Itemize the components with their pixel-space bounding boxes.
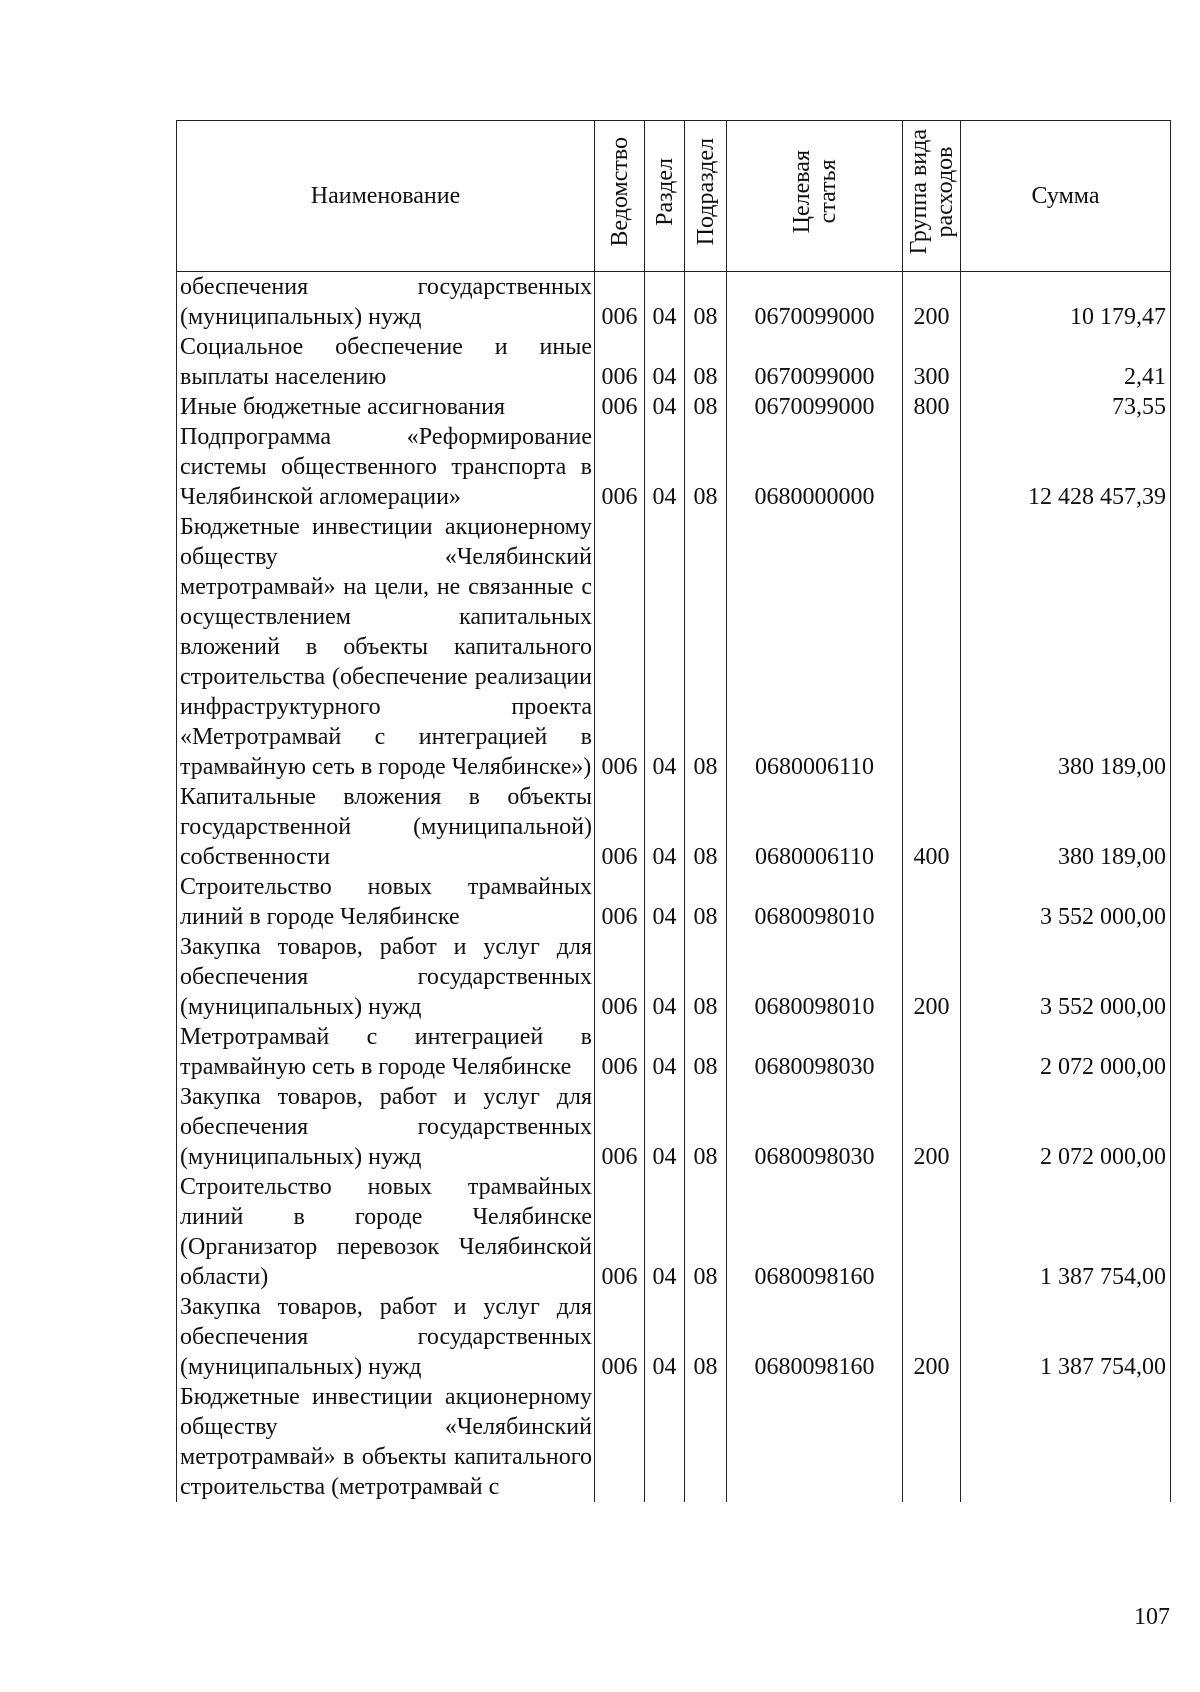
cell-department bbox=[595, 1382, 645, 1502]
cell-target bbox=[727, 1382, 903, 1502]
cell-section: 04 bbox=[645, 932, 685, 1022]
cell-group bbox=[903, 1022, 961, 1082]
cell-subsection: 08 bbox=[685, 422, 727, 512]
cell-name: Капитальные вложения в объекты государственной (муниципальной) собственности bbox=[177, 782, 595, 872]
table-row bbox=[177, 1382, 1171, 1502]
header-sum: Сумма bbox=[961, 121, 1171, 272]
cell-group bbox=[903, 1382, 961, 1502]
cell-name: Социальное обеспечение и иные выплаты населению bbox=[177, 332, 595, 392]
header-target: Целевая статья bbox=[727, 121, 903, 272]
cell-department: 006 bbox=[595, 512, 645, 782]
cell-section: 04 bbox=[645, 332, 685, 392]
table-row bbox=[177, 332, 1171, 392]
cell-section: 04 bbox=[645, 1022, 685, 1082]
cell-subsection bbox=[685, 1382, 727, 1502]
cell-target: 0670099000 bbox=[727, 392, 903, 422]
cell-section: 04 bbox=[645, 272, 685, 333]
cell-subsection: 08 bbox=[685, 1082, 727, 1172]
cell-subsection: 08 bbox=[685, 782, 727, 872]
cell-subsection: 08 bbox=[685, 512, 727, 782]
cell-sum: 380 189,00 bbox=[961, 782, 1171, 872]
cell-sum: 1 387 754,00 bbox=[961, 1172, 1171, 1292]
cell-department: 006 bbox=[595, 1082, 645, 1172]
header-subsection: Подраздел bbox=[685, 121, 727, 272]
cell-name: Закупка товаров, работ и услуг для обеспечения государственных (муниципальных) нужд bbox=[177, 1082, 595, 1172]
cell-sum: 1 387 754,00 bbox=[961, 1292, 1171, 1382]
cell-name: Строительство новых трамвайных линий в городе Челябинске bbox=[177, 872, 595, 932]
cell-group bbox=[903, 422, 961, 512]
cell-section bbox=[645, 1382, 685, 1502]
cell-group: 300 bbox=[903, 332, 961, 392]
budget-table bbox=[176, 120, 1171, 1502]
cell-department: 006 bbox=[595, 872, 645, 932]
cell-group: 200 bbox=[903, 272, 961, 333]
cell-target: 0680098010 bbox=[727, 872, 903, 932]
cell-group: 400 bbox=[903, 782, 961, 872]
cell-name: обеспечения государственных (муниципальных) нужд bbox=[177, 272, 595, 333]
cell-name: Закупка товаров, работ и услуг для обеспечения государственных (муниципальных) нужд bbox=[177, 1292, 595, 1382]
cell-target: 0670099000 bbox=[727, 272, 903, 333]
cell-subsection: 08 bbox=[685, 332, 727, 392]
table-row bbox=[177, 512, 1171, 782]
cell-subsection: 08 bbox=[685, 1022, 727, 1082]
cell-target: 0680006110 bbox=[727, 782, 903, 872]
cell-target: 0680098010 bbox=[727, 932, 903, 1022]
cell-subsection: 08 bbox=[685, 872, 727, 932]
table-row bbox=[177, 1292, 1171, 1382]
cell-group bbox=[903, 872, 961, 932]
cell-group bbox=[903, 1172, 961, 1292]
cell-name: Подпрограмма «Реформирование системы общественного транспорта в Челябинской агломерации» bbox=[177, 422, 595, 512]
cell-sum: 10 179,47 bbox=[961, 272, 1171, 333]
cell-subsection: 08 bbox=[685, 272, 727, 333]
table-row bbox=[177, 392, 1171, 422]
cell-target: 0680098030 bbox=[727, 1082, 903, 1172]
cell-department: 006 bbox=[595, 332, 645, 392]
cell-sum: 3 552 000,00 bbox=[961, 872, 1171, 932]
cell-department: 006 bbox=[595, 392, 645, 422]
cell-department: 006 bbox=[595, 1172, 645, 1292]
cell-name: Бюджетные инвестиции акционерному обществу «Челябинский метротрамвай» на цели, не связанные с осуществлением капитальных вложений в объекты капитального строительства (обеспечение реализации инфраструктурного проекта «Метротрамвай с интеграцией в трамвайную сеть в городе Челябинске») bbox=[177, 512, 595, 782]
cell-target: 0680098030 bbox=[727, 1022, 903, 1082]
table-row bbox=[177, 272, 1171, 333]
table-row bbox=[177, 782, 1171, 872]
cell-department: 006 bbox=[595, 932, 645, 1022]
cell-target: 0680098160 bbox=[727, 1172, 903, 1292]
cell-subsection: 08 bbox=[685, 1172, 727, 1292]
cell-target: 0680098160 bbox=[727, 1292, 903, 1382]
cell-department: 006 bbox=[595, 1022, 645, 1082]
cell-section: 04 bbox=[645, 1082, 685, 1172]
cell-section: 04 bbox=[645, 512, 685, 782]
header-group: Группа вида расходов bbox=[903, 121, 961, 272]
cell-group: 200 bbox=[903, 1292, 961, 1382]
cell-name: Бюджетные инвестиции акционерному обществу «Челябинский метротрамвай» в объекты капитального строительства (метротрамвай с bbox=[177, 1382, 595, 1502]
cell-group bbox=[903, 512, 961, 782]
header-name: Наименование bbox=[177, 121, 595, 272]
cell-group: 200 bbox=[903, 1082, 961, 1172]
table-row bbox=[177, 1022, 1171, 1082]
table-row bbox=[177, 1172, 1171, 1292]
cell-subsection: 08 bbox=[685, 392, 727, 422]
cell-target: 0680000000 bbox=[727, 422, 903, 512]
header-department: Ведомство bbox=[595, 121, 645, 272]
cell-sum: 2 072 000,00 bbox=[961, 1082, 1171, 1172]
cell-section: 04 bbox=[645, 1172, 685, 1292]
cell-sum: 3 552 000,00 bbox=[961, 932, 1171, 1022]
cell-department: 006 bbox=[595, 1292, 645, 1382]
cell-name: Иные бюджетные ассигнования bbox=[177, 392, 595, 422]
cell-section: 04 bbox=[645, 1292, 685, 1382]
table-row bbox=[177, 932, 1171, 1022]
table-row bbox=[177, 1082, 1171, 1172]
cell-section: 04 bbox=[645, 872, 685, 932]
header-row bbox=[177, 121, 1171, 272]
cell-name: Закупка товаров, работ и услуг для обеспечения государственных (муниципальных) нужд bbox=[177, 932, 595, 1022]
cell-sum bbox=[961, 1382, 1171, 1502]
header-section: Раздел bbox=[645, 121, 685, 272]
page-number: 107 bbox=[1134, 1604, 1170, 1630]
cell-target: 0680006110 bbox=[727, 512, 903, 782]
cell-name: Строительство новых трамвайных линий в городе Челябинске (Организатор перевозок Челябинской области) bbox=[177, 1172, 595, 1292]
cell-section: 04 bbox=[645, 392, 685, 422]
cell-section: 04 bbox=[645, 422, 685, 512]
cell-subsection: 08 bbox=[685, 1292, 727, 1382]
cell-sum: 380 189,00 bbox=[961, 512, 1171, 782]
cell-department: 006 bbox=[595, 422, 645, 512]
cell-subsection: 08 bbox=[685, 932, 727, 1022]
table-row bbox=[177, 422, 1171, 512]
cell-sum: 73,55 bbox=[961, 392, 1171, 422]
cell-group: 200 bbox=[903, 932, 961, 1022]
cell-department: 006 bbox=[595, 782, 645, 872]
cell-group: 800 bbox=[903, 392, 961, 422]
cell-section: 04 bbox=[645, 782, 685, 872]
cell-sum: 12 428 457,39 bbox=[961, 422, 1171, 512]
cell-sum: 2,41 bbox=[961, 332, 1171, 392]
cell-department: 006 bbox=[595, 272, 645, 333]
cell-target: 0670099000 bbox=[727, 332, 903, 392]
table-row bbox=[177, 872, 1171, 932]
cell-sum: 2 072 000,00 bbox=[961, 1022, 1171, 1082]
cell-name: Метротрамвай с интеграцией в трамвайную сеть в городе Челябинске bbox=[177, 1022, 595, 1082]
